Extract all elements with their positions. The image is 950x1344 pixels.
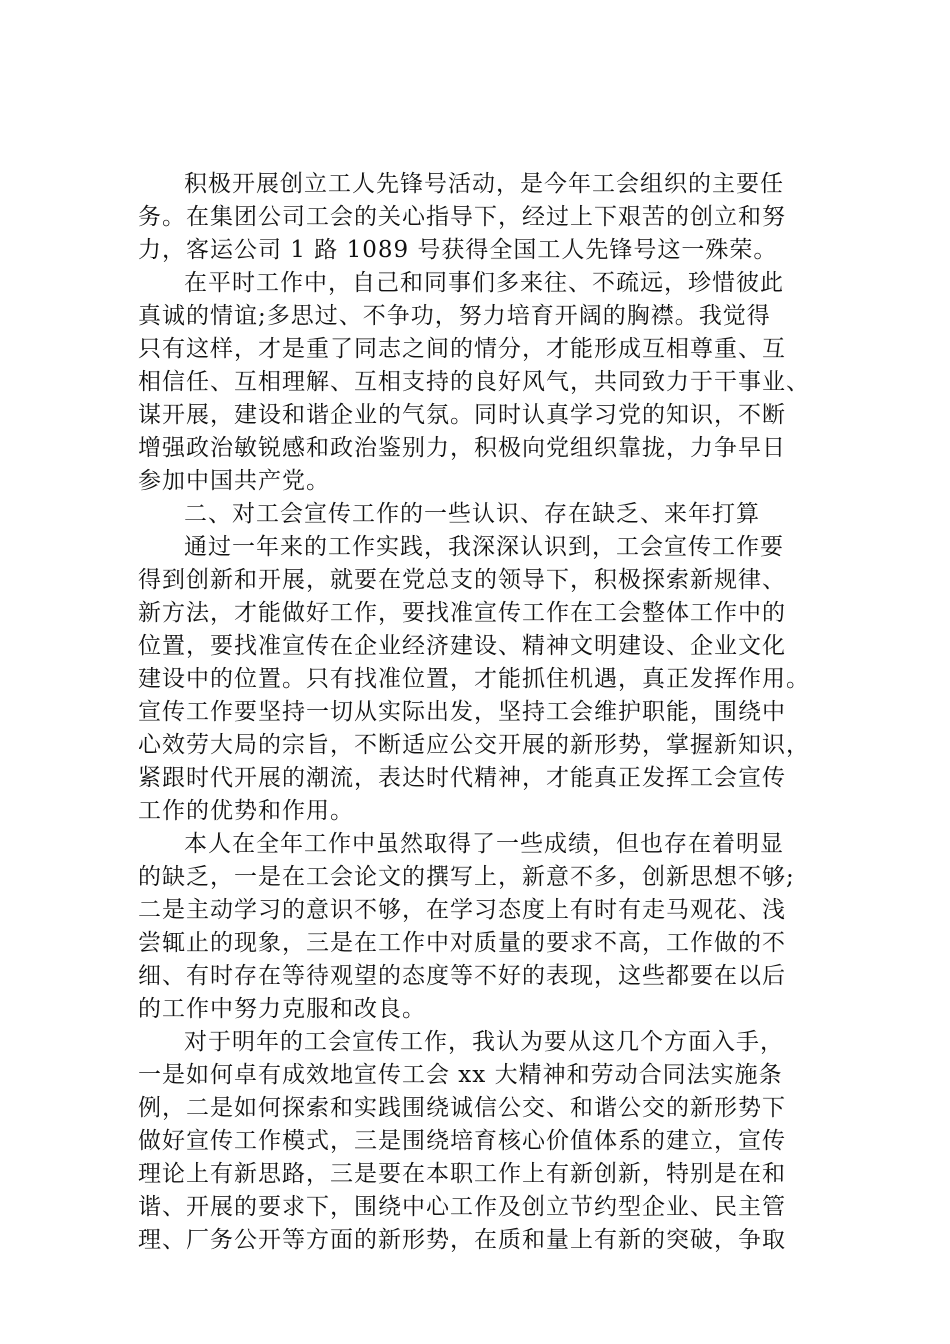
- text-line: 建设中的位置。只有找准位置，才能抓住机遇，真正发挥作用。: [138, 666, 810, 692]
- text-line: 只有这样，才是重了同志之间的情分，才能形成互相尊重、互: [138, 336, 786, 362]
- text-line: 的缺乏，一是在工会论文的撰写上，新意不多，创新思想不够;: [138, 864, 795, 890]
- text-line: 真诚的情谊;多思过、不争功，努力培育开阔的胸襟。我觉得: [138, 303, 771, 329]
- text-line: 宣传工作要坚持一切从实际出发，坚持工会维护职能，围绕中: [138, 699, 786, 725]
- text-line: 在平时工作中，自己和同事们多来往、不疏远，珍惜彼此: [184, 270, 784, 296]
- text-line: 细、有时存在等待观望的态度等不好的表现，这些都要在以后: [138, 963, 786, 989]
- text-line: 对于明年的工会宣传工作，我认为要从这几个方面入手，: [184, 1029, 784, 1055]
- text-line: 通过一年来的工作实践，我深深认识到，工会宣传工作要: [184, 534, 784, 560]
- text-line: 位置，要找准宣传在企业经济建设、精神文明建设、企业文化: [138, 633, 786, 659]
- text-line: 谐、开展的要求下，围绕中心工作及创立节约型企业、民主管: [138, 1194, 786, 1220]
- text-line: 本人在全年工作中虽然取得了一些成绩，但也存在着明显: [184, 831, 784, 857]
- text-line: 新方法，才能做好工作，要找准宣传工作在工会整体工作中的: [138, 600, 786, 626]
- document-body: [138, 168, 838, 1257]
- text-line: 相信任、互相理解、互相支持的良好风气，共同致力于干事业、: [138, 369, 810, 395]
- text-line: 理论上有新思路，三是要在本职工作上有新创新，特别是在和: [138, 1161, 786, 1187]
- text-line: 参加中国共产党。: [138, 468, 330, 494]
- text-line: 积极开展创立工人先锋号活动，是今年工会组织的主要任: [184, 171, 784, 197]
- text-line: 得到创新和开展，就要在党总支的领导下，积极探索新规律、: [138, 567, 786, 593]
- text-line: 二是主动学习的意识不够，在学习态度上有时有走马观花、浅: [138, 897, 786, 923]
- text-line: 做好宣传工作模式，三是围绕培育核心价值体系的建立，宣传: [138, 1128, 786, 1154]
- text-line: 增强政治敏锐感和政治鉴别力，积极向党组织靠拢，力争早日: [138, 435, 786, 461]
- text-line: 心效劳大局的宗旨，不断适应公交开展的新形势，掌握新知识，: [138, 732, 810, 758]
- text-line: 力，客运公司 1 路 1089 号获得全国工人先锋号这一殊荣。: [138, 237, 778, 263]
- text-line: 理、厂务公开等方面的新形势，在质和量上有新的突破，争取: [138, 1227, 786, 1253]
- text-line: 工作的优势和作用。: [138, 798, 354, 824]
- text-line: 谋开展，建设和谐企业的气氛。同时认真学习党的知识，不断: [138, 402, 786, 428]
- text-line: 一是如何卓有成效地宣传工会 xx 大精神和劳动合同法实施条: [138, 1062, 783, 1088]
- text-line: 二、对工会宣传工作的一些认识、存在缺乏、来年打算: [184, 501, 760, 527]
- text-line: 例，二是如何探索和实践围绕诚信公交、和谐公交的新形势下: [138, 1095, 786, 1121]
- text-line: 尝辄止的现象，三是在工作中对质量的要求不高，工作做的不: [138, 930, 786, 956]
- text-line: 务。在集团公司工会的关心指导下，经过上下艰苦的创立和努: [138, 204, 786, 230]
- text-line: 紧跟时代开展的潮流，表达时代精神，才能真正发挥工会宣传: [138, 765, 786, 791]
- text-line: 的工作中努力克服和改良。: [138, 996, 426, 1022]
